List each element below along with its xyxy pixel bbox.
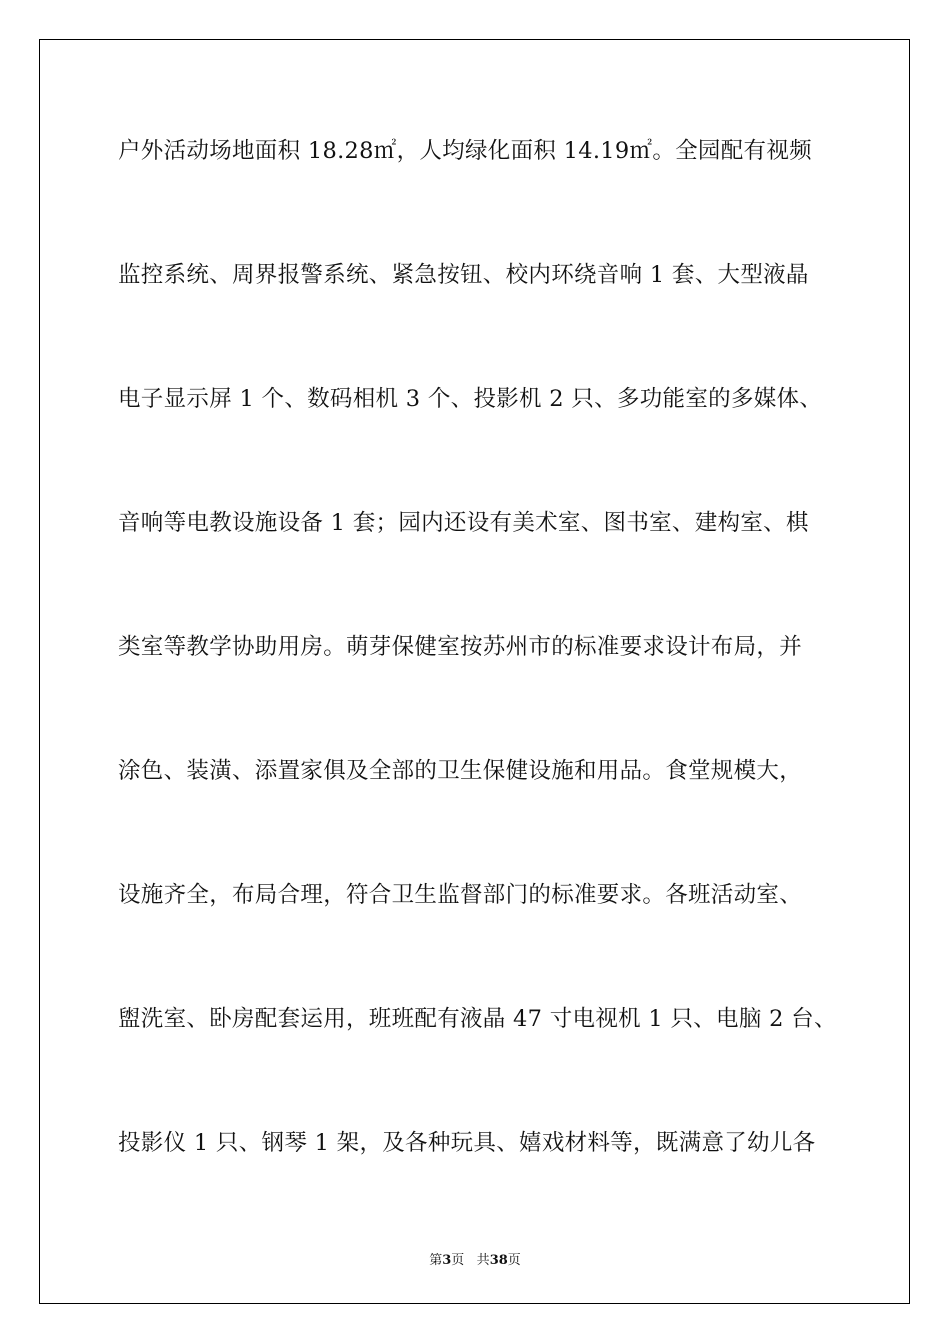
body-text-line: 设施齐全，布局合理，符合卫生监督部门的标准要求。各班活动室、 (118, 882, 803, 908)
page-prefix: 第 (429, 1253, 443, 1268)
body-text-line: 电子显示屏 1 个、数码相机 3 个、投影机 2 只、多功能室的多媒体、 (118, 386, 823, 412)
body-text-line: 类室等教学协助用房。萌芽保健室按苏州市的标准要求设计布局，并 (118, 634, 803, 660)
total-pages: 38 (489, 1253, 508, 1268)
total-prefix: 共 (476, 1253, 490, 1268)
page-border (39, 39, 910, 1304)
page-suffix: 页 (451, 1253, 465, 1268)
page-number: 3 (442, 1253, 452, 1268)
body-text-line: 监控系统、周界报警系统、紧急按钮、校内环绕音响 1 套、大型液晶 (118, 262, 809, 288)
body-text-line: 投影仪 1 只、钢琴 1 架，及各种玩具、嬉戏材料等，既满意了幼儿各 (118, 1130, 816, 1156)
body-text-line: 盥洗室、卧房配套运用，班班配有液晶 47 寸电视机 1 只、电脑 2 台、 (118, 1006, 837, 1032)
total-suffix: 页 (507, 1253, 521, 1268)
body-text-line: 音响等电教设施设备 1 套；园内还设有美术室、图书室、建构室、棋 (118, 510, 809, 536)
page-footer (0, 1249, 950, 1268)
body-text-line: 户外活动场地面积 18.28㎡，人均绿化面积 14.19㎡。全园配有视频 (118, 138, 812, 164)
body-text-line: 涂色、装潢、添置家俱及全部的卫生保健设施和用品。食堂规模大， (118, 758, 803, 784)
